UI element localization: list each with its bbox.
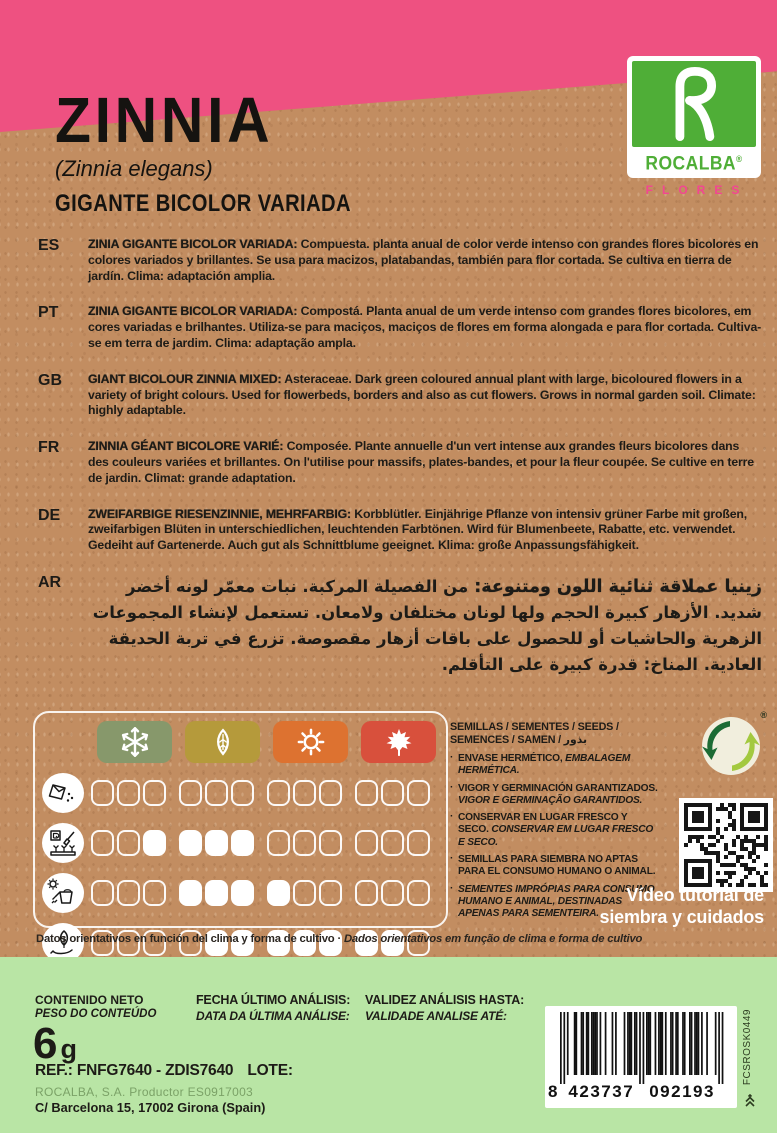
variety-name: GIGANTE BICOLOR VARIADA bbox=[55, 190, 352, 217]
lang-label-pt: PT bbox=[38, 304, 59, 322]
season-winter-chip bbox=[97, 721, 172, 763]
calendar-row-transplant bbox=[35, 823, 446, 863]
registered-mark: ® bbox=[736, 154, 743, 164]
description-ar bbox=[38, 574, 762, 678]
month-cell bbox=[179, 830, 202, 856]
month-cell bbox=[91, 830, 114, 856]
description-es bbox=[38, 237, 762, 284]
lote-label: LOTE: bbox=[247, 1062, 293, 1079]
bullet-pt: SEMENTES IMPRÓPIAS PARA CONSUMO HUMANO E ANIMAL, DESTINADAS APENAS PARA SEMENTEIRA. bbox=[458, 883, 655, 920]
month-cell bbox=[117, 880, 140, 906]
month-cell bbox=[381, 830, 404, 856]
month-cell bbox=[205, 880, 228, 906]
footnote-pt: Dados orientativos em função de clima e forma de cultivo bbox=[343, 933, 643, 945]
month-cell bbox=[319, 830, 342, 856]
month-cell bbox=[319, 780, 342, 806]
month-cell bbox=[355, 880, 378, 906]
footer bbox=[0, 957, 777, 1133]
description-lead: زينيا عملاقة ثنائية اللون ومتنوعة: bbox=[474, 576, 762, 597]
month-cell bbox=[355, 830, 378, 856]
seeds-info-heading bbox=[450, 721, 658, 747]
month-cell bbox=[355, 780, 378, 806]
description-text bbox=[88, 574, 762, 678]
qr-code bbox=[679, 798, 773, 892]
video-tutorial-line2: siembra y cuidados bbox=[599, 907, 764, 927]
address-line: C/ Barcelona 15, 17002 Girona (Spain) bbox=[35, 1100, 266, 1115]
description-text bbox=[88, 237, 762, 284]
description-de bbox=[38, 507, 762, 554]
brand-logo bbox=[627, 56, 761, 197]
transplant-icon bbox=[35, 823, 91, 863]
month-cell bbox=[117, 780, 140, 806]
info-bullet bbox=[450, 753, 658, 778]
calendar-footnote bbox=[36, 933, 642, 945]
green-dot-icon bbox=[701, 710, 767, 781]
description-body: Asteraceae. Dark green coloured annual plant with large, bicoloured flowers in a variety of bright colours. Used for flowerbeds, borders and also as cut flowers. Grows in normal garden soil. Climate: highly adaptable. bbox=[88, 371, 756, 418]
icon-blob bbox=[42, 873, 84, 913]
footnote-es: Datos orientativos en función del clima y forma de cultivo bbox=[36, 933, 335, 945]
info-bullet bbox=[450, 783, 658, 808]
month-cell bbox=[179, 780, 202, 806]
info-bullet bbox=[450, 854, 658, 879]
snowflake-icon bbox=[120, 727, 150, 757]
month-cell bbox=[91, 780, 114, 806]
net-content-label-pt: PESO DO CONTEÚDO bbox=[35, 1008, 157, 1020]
month-cell bbox=[231, 880, 254, 906]
leaf-icon bbox=[208, 727, 238, 757]
direct-sowing-icon bbox=[35, 773, 91, 813]
brand-name bbox=[637, 147, 751, 176]
month-cell bbox=[267, 880, 290, 906]
month-cell bbox=[381, 780, 404, 806]
lang-label-gb: GB bbox=[38, 371, 62, 389]
bullet-es: CONSERVAR EN LUGAR FRESCO Y SECO. bbox=[458, 812, 628, 836]
description-body: Korbblütler. Einjährige Pflanze von intensiv grüner Farbe mit großen, zweifarbigen Blüten in unterschiedlichen, leuchtenden Farbtönen. Wird für Blumenbeete, Rabatte, etc. verwendet. Gedeiht auf Gartenerde. Auch gut als Schnittblume geeignet. Klima: große Anpassungsfähigkeit. bbox=[88, 506, 748, 553]
bullet-es: VIGOR Y GERMINACIÓN GARANTIZADOS. bbox=[458, 782, 658, 794]
calendar-cells-sowing bbox=[91, 780, 433, 806]
month-cell bbox=[381, 880, 404, 906]
svg-text:092193: 092193 bbox=[649, 1082, 715, 1101]
bullet-es: ENVASE HERMÉTICO, bbox=[458, 753, 563, 764]
bullet-pt: CONSERVAR EM LUGAR FRESCO E SECO. bbox=[458, 824, 654, 848]
month-cell bbox=[267, 830, 290, 856]
bullet-pt: EMBALAGEM HERMÉTICA. bbox=[458, 753, 631, 777]
description-text bbox=[88, 439, 762, 486]
brand-logo-card bbox=[627, 56, 761, 178]
calendar-cells-transplant bbox=[91, 830, 433, 856]
description-pt bbox=[38, 304, 762, 351]
info-bullet bbox=[450, 812, 658, 849]
sun-icon bbox=[296, 727, 326, 757]
month-cell bbox=[179, 880, 202, 906]
video-tutorial-text bbox=[559, 884, 764, 928]
validity-label-es: VALIDEZ ANÁLISIS HASTA: bbox=[365, 993, 525, 1007]
description-lead: ZINIA GIGANTE BICOLOR VARIADA: bbox=[88, 237, 298, 251]
product-title: ZINNIA bbox=[55, 84, 274, 156]
analysis-date-label-es: FECHA ÚLTIMO ANÁLISIS: bbox=[196, 993, 351, 1007]
month-cell bbox=[205, 830, 228, 856]
title-block bbox=[55, 84, 407, 218]
descriptions bbox=[38, 237, 762, 698]
r-monogram-icon bbox=[632, 61, 756, 147]
season-header-row bbox=[35, 713, 446, 763]
month-cell bbox=[407, 830, 430, 856]
description-lead: GIANT BICOLOUR ZINNIA MIXED: bbox=[88, 371, 282, 386]
bullet-pt: VIGOR E GERMINAÇÃO GARANTIDOS. bbox=[458, 794, 643, 806]
month-cell bbox=[407, 880, 430, 906]
calendar-row-sowing bbox=[35, 773, 446, 813]
planting-calendar bbox=[33, 711, 448, 928]
month-cell bbox=[407, 780, 430, 806]
description-text bbox=[88, 304, 762, 351]
description-body: من الفصيلة المركبة. نبات معمّر لونه أخضر شديد. الأزهار كبيرة الحجم ولها لونان مختلفان ولامعان. تستعمل لإنشاء المجموعات الزهرية والحاشيات أو للحصول على باقات أزهار مقصوصة. تزرع في تربة الحديقة العادية. المناخ: قدرة كبيرة على التأقلم. bbox=[92, 576, 762, 674]
description-lead: ZWEIFARBIGE RIESENZINNIE, MEHRFARBIG: bbox=[88, 506, 351, 521]
description-gb bbox=[38, 372, 762, 419]
validity-block bbox=[365, 993, 524, 1023]
brand-division: FLORES bbox=[645, 183, 749, 198]
month-cell bbox=[143, 830, 166, 856]
description-text bbox=[88, 507, 762, 554]
month-cell bbox=[231, 830, 254, 856]
month-cell bbox=[293, 830, 316, 856]
month-cell bbox=[293, 880, 316, 906]
month-cell bbox=[231, 780, 254, 806]
ref-value: FNFG7640 - ZDIS7640 bbox=[76, 1062, 234, 1079]
icon-blob bbox=[42, 823, 84, 863]
producer-line: ROCALBA, S.A. Productor ES0917003 bbox=[35, 1085, 254, 1099]
description-body: Compostá. Planta anual de um verde intenso com grandes flores bicolores, em cores variadas e brilhantes. Utiliza-se para maciços, maciços de flores em forma alongada e para flor cortada. Cultiva-se em terra de jardim. Clima: adaptação ampla. bbox=[88, 304, 762, 350]
season-autumn-chip bbox=[361, 721, 436, 763]
icon-blob bbox=[42, 773, 84, 813]
barcode-number: 8 bbox=[548, 1082, 558, 1101]
analysis-date-block bbox=[196, 993, 350, 1023]
month-cell bbox=[205, 780, 228, 806]
season-summer-chip bbox=[273, 721, 348, 763]
maple-leaf-icon bbox=[384, 727, 414, 757]
description-fr bbox=[38, 439, 762, 486]
description-lead: ZINNIA GÉANT BICOLORE VARIÉ: bbox=[88, 439, 284, 454]
brand-name-text: ROCALBA bbox=[645, 153, 737, 175]
description-text bbox=[88, 372, 762, 419]
reference-row bbox=[35, 1062, 293, 1080]
net-weight-number: 6 bbox=[33, 1019, 58, 1068]
lang-label-fr: FR bbox=[38, 439, 60, 457]
month-cell bbox=[117, 830, 140, 856]
description-body: Composée. Plante annuelle d'un vert intense aux grandes fleurs bicolores dans des couleurs variées et brillantes. On l'utilise pour massifs, plates-bandes, et pour la fleur coupée. Se cultive en terre de jardin. Climat: grande adaptation. bbox=[88, 439, 754, 485]
watering-icon bbox=[35, 873, 91, 913]
lang-label-de: DE bbox=[38, 506, 61, 524]
svg-text:423737: 423737 bbox=[568, 1082, 635, 1101]
month-cell bbox=[143, 880, 166, 906]
fsc-mark-icon bbox=[745, 1094, 755, 1112]
bullet-es: SEMILLAS PARA SIEMBRA NO APTAS PARA EL CONSUMO HUMANO O ANIMAL. bbox=[458, 854, 656, 878]
month-cell bbox=[267, 780, 290, 806]
seeds-heading-line1: SEMILLAS / SEMENTES / SEEDS / bbox=[450, 721, 619, 733]
description-lead: ZINIA GIGANTE BICOLOR VARIADA: bbox=[88, 304, 298, 319]
analysis-date-label-pt: DATA DA ÚLTIMA ANÁLISE: bbox=[196, 1009, 350, 1023]
barcode bbox=[545, 1006, 737, 1108]
latin-name: (Zinnia elegans) bbox=[55, 156, 213, 181]
month-cell bbox=[319, 880, 342, 906]
net-content-label-es: CONTENIDO NETO bbox=[35, 993, 144, 1007]
net-weight-unit: g bbox=[60, 1034, 77, 1064]
month-cell bbox=[143, 780, 166, 806]
footnote-separator: · bbox=[334, 933, 344, 945]
ref-label: REF.: bbox=[35, 1062, 73, 1079]
validity-label-pt: VALIDADE ANALISE ATÉ: bbox=[365, 1009, 507, 1023]
green-dot-registered: ® bbox=[760, 710, 767, 720]
calendar-cells-watering bbox=[91, 880, 433, 906]
month-cell bbox=[293, 780, 316, 806]
season-spring-chip bbox=[185, 721, 260, 763]
video-tutorial-line1: Vídeo tutorial de bbox=[626, 885, 764, 905]
seeds-heading-line2: SEMENCES / SAMEN / بذور bbox=[450, 734, 588, 746]
calendar-row-watering bbox=[35, 873, 446, 913]
lang-label-es: ES bbox=[38, 237, 60, 254]
side-code: FCSROSK0449 bbox=[742, 1009, 753, 1086]
description-body: Compuesta. planta anual de color verde intenso con grandes flores bicolores en colores variados y brillantes. Se usa para macizos, platabandas, también para flor cortada. Se cultiva en tierra de jardín. Clima: adaptación amplia. bbox=[88, 237, 759, 283]
lang-label-ar: AR bbox=[38, 573, 62, 591]
month-cell bbox=[91, 880, 114, 906]
